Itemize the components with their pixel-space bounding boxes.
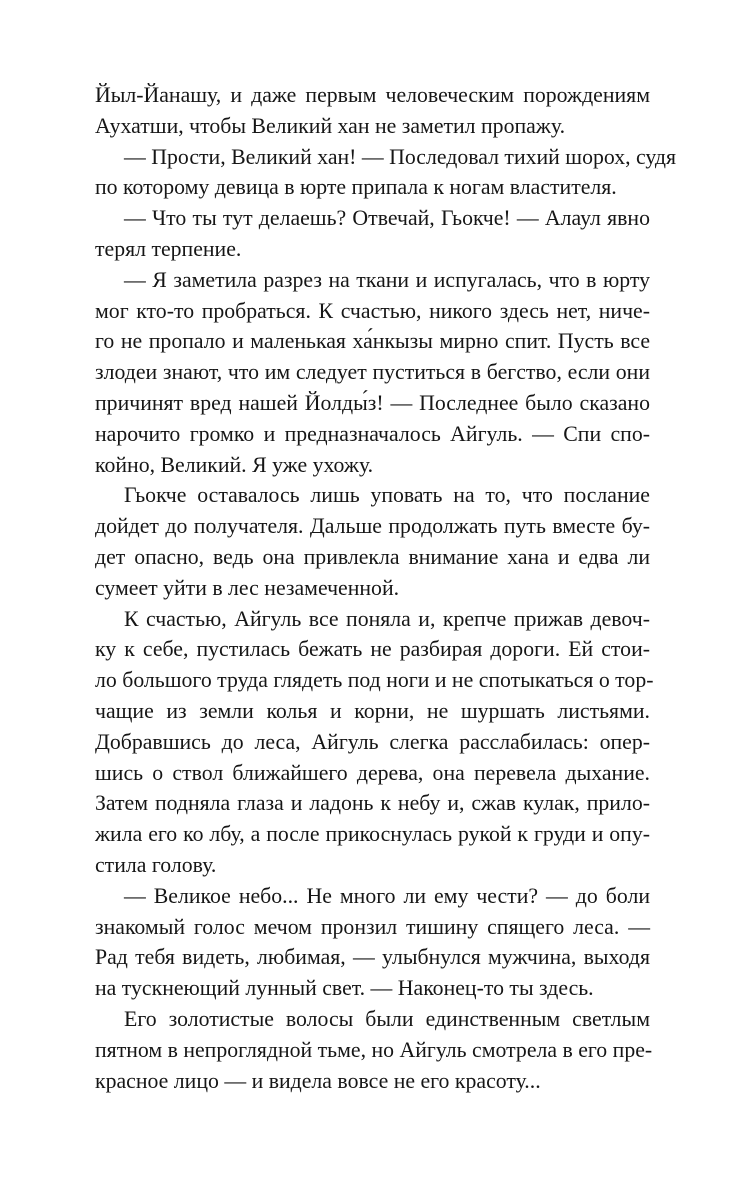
text-line: злодеи знают, что им следует пуститься в бегство, если они bbox=[95, 360, 650, 385]
text-line: — Что ты тут делаешь? Отвечай, Гьокче! — Алаул явно bbox=[124, 206, 650, 231]
text-line: К счастью, Айгуль все поняла и, крепче прижав девоч- bbox=[124, 606, 650, 631]
text-line: дойдет до получателя. Дальше продолжать путь вместе бу- bbox=[95, 514, 650, 539]
text-line: мог кто-то пробраться. К счастью, никого здесь нет, ниче- bbox=[95, 298, 650, 323]
text-line: — Я заметила разрез на ткани и испугалась, что в юрту bbox=[124, 267, 650, 292]
paragraph bbox=[95, 881, 650, 1004]
text-line: по которому девица в юрте припала к ногам властителя. bbox=[95, 175, 617, 200]
text-line: ло большого труда глядеть под ноги и не спотыкаться о тор- bbox=[95, 668, 654, 693]
text-line: — Великое небо... Не много ли ему чести? — до боли bbox=[124, 883, 650, 908]
paragraph bbox=[95, 80, 650, 142]
text-line: нарочито громко и предназначалось Айгуль. — Спи спо- bbox=[95, 421, 650, 446]
text-line: Гьокче оставалось лишь уповать на то, что послание bbox=[124, 483, 650, 508]
text-line: — Прости, Великий хан! — Последовал тихий шорох, судя bbox=[124, 144, 677, 169]
text-line: дет опасно, ведь она привлекла внимание хана и едва ли bbox=[95, 544, 650, 569]
text-line: Аухатши, чтобы Великий хан не заметил пропажу. bbox=[95, 113, 566, 138]
text-line: красное лицо — и видела вовсе не его красоту... bbox=[95, 1068, 541, 1093]
text-line: терял терпение. bbox=[95, 236, 242, 261]
text-line: причинят вред нашей Йолды́з! — Последнее было сказано bbox=[95, 390, 650, 415]
text-line: на тускнеющий лунный свет. — Наконец-то ты здесь. bbox=[95, 976, 594, 1001]
text-line: койно, Великий. Я уже ухожу. bbox=[95, 452, 374, 477]
paragraph bbox=[95, 604, 654, 881]
text-line: го не пропало и маленькая ха́нкызы мирно спит. Пусть все bbox=[95, 329, 650, 354]
text-line: шись о ствол ближайшего дерева, она перевела дыхание. bbox=[95, 760, 650, 785]
text-line: жила его ко лбу, а после прикоснулась рукой к груди и опу- bbox=[95, 822, 650, 847]
text-line: Его золотистые волосы были единственным светлым bbox=[124, 1006, 650, 1031]
paragraph bbox=[95, 480, 650, 603]
paragraph bbox=[95, 265, 650, 481]
text-line: Добравшись до леса, Айгуль слегка расслабилась: опер- bbox=[95, 729, 650, 754]
text-line: пятном в непроглядной тьме, но Айгуль смотрела в его пре- bbox=[95, 1037, 653, 1062]
book-page bbox=[95, 80, 677, 1096]
text-line: Рад тебя видеть, любимая, — улыбнулся мужчина, выходя bbox=[95, 945, 650, 970]
text-line: Йыл-Йанашу, и даже первым человеческим порождениям bbox=[95, 83, 650, 107]
paragraph bbox=[95, 203, 650, 265]
text-line: чащие из земли колья и корни, не шуршать листьями. bbox=[95, 698, 650, 723]
text-line: Затем подняла глаза и ладонь к небу и, сжав кулак, прило- bbox=[95, 791, 650, 816]
paragraph bbox=[95, 1004, 653, 1096]
text-line: сумеет уйти в лес незамеченной. bbox=[95, 575, 400, 600]
paragraph bbox=[95, 142, 677, 204]
text-line: знакомый голос мечом пронзил тишину спящего леса. — bbox=[95, 914, 650, 939]
text-line: ку к себе, пустилась бежать не разбирая дороги. Ей стои- bbox=[95, 637, 650, 662]
text-line: стила голову. bbox=[95, 852, 217, 877]
